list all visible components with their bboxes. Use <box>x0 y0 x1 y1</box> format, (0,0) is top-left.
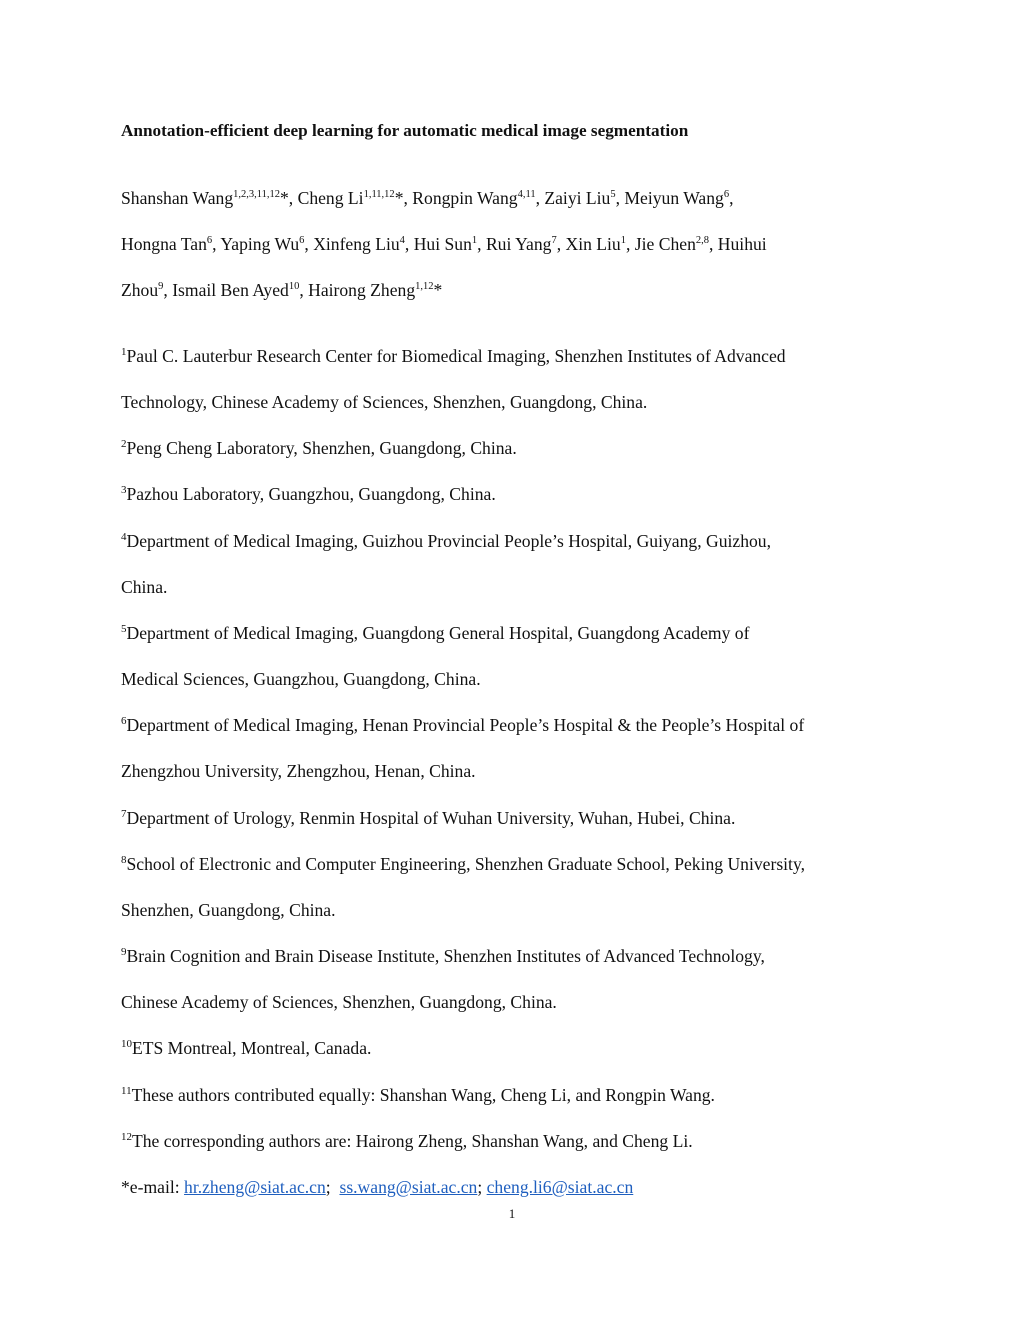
author-line-3: Zhou$^9$, Ismail Ben Ayed$^{10}$, Hairong Zheng$^{1,12}$* <box>121 280 443 300</box>
author: Shanshan Wang <box>121 188 234 208</box>
affiliation-text: Paul C. Lauterbur Research Center for Biomedical Imaging, Shenzhen Institutes of Advanced <box>126 346 786 366</box>
author-wrapped: Huihui <box>717 234 767 254</box>
affiliation-text: Pazhou Laboratory, Guangzhou, Guangdong, China. <box>126 484 496 504</box>
affiliation-sup: 4 <box>121 531 127 543</box>
author-sup: 6 <box>723 189 730 200</box>
author: Rui Yang <box>485 234 552 254</box>
author-sup: 1,11,12 <box>363 189 395 200</box>
affiliation-text: Shenzhen, Guangdong, China. <box>121 900 336 920</box>
author-sup: 10 <box>288 281 300 292</box>
affiliation-line <box>121 576 167 598</box>
affiliation-line <box>121 437 517 459</box>
affiliation-line <box>121 530 771 552</box>
author-line-1: Shanshan Wang$^{1,2,3,11,12}$*, Cheng Li$^{1,11,12}$*, Rongpin Wang$^{4,11}$, Zaiyi Liu$^5$, Meiyun Wang$^6$, <box>121 188 734 208</box>
affiliation-line <box>121 1130 693 1152</box>
affiliation-line <box>121 853 805 875</box>
author-line-2: Hongna Tan$^6$, Yaping Wu$^6$, Xinfeng Liu$^4$, Hui Sun$^1$, Rui Yang$^7$, Xin Liu$^1$, Jie Chen$^{2,8}$, Huihui <box>121 234 767 254</box>
author: Zaiyi Liu <box>544 188 611 208</box>
author: Meiyun Wang <box>624 188 724 208</box>
affiliation-line <box>121 991 557 1013</box>
author: Jie Chen <box>634 234 696 254</box>
affiliation-sup: 5 <box>121 623 127 635</box>
email-link-li[interactable]: cheng.li6@siat.ac.cn <box>486 1177 634 1197</box>
affiliation-line <box>121 945 765 967</box>
corresponding-mark: * <box>394 188 404 208</box>
affiliation-sup: 12 <box>121 1131 132 1143</box>
author-sup: 2,8 <box>695 235 709 246</box>
author-sup: 9 <box>158 281 164 292</box>
affiliation-text: ETS Montreal, Montreal, Canada. <box>132 1038 372 1058</box>
affiliation-line <box>121 622 749 644</box>
affiliation-text: Chinese Academy of Sciences, Shenzhen, Guangdong, China. <box>121 992 557 1012</box>
affiliation-line <box>121 807 735 829</box>
corresponding-mark: * <box>280 188 289 208</box>
affiliation-text: Peng Cheng Laboratory, Shenzhen, Guangdong, China. <box>126 438 517 458</box>
email-link-wang[interactable]: ss.wang@siat.ac.cn <box>339 1177 478 1197</box>
affiliation-text: Department of Medical Imaging, Henan Provincial People’s Hospital & the People’s Hospital of <box>126 715 805 735</box>
page-number: 1 <box>508 1206 516 1221</box>
affiliation-text: School of Electronic and Computer Engineering, Shenzhen Graduate School, Peking University, <box>126 854 806 874</box>
affiliation-line <box>121 345 786 367</box>
affiliation-line <box>121 760 476 782</box>
affiliation-line <box>121 668 481 690</box>
paper-title: Annotation-efficient deep learning for automatic medical image segmentation <box>121 121 689 140</box>
affiliation-sup: 6 <box>121 715 127 727</box>
email-label: *e-mail: <box>121 1177 185 1197</box>
affiliation-text: The corresponding authors are: Hairong Zheng, Shanshan Wang, and Cheng Li. <box>132 1131 693 1151</box>
author: Hui Sun <box>413 234 472 254</box>
email-link-zheng[interactable]: hr.zheng@siat.ac.cn <box>184 1177 326 1197</box>
author-sup: 6 <box>206 235 213 246</box>
affiliation-text: Brain Cognition and Brain Disease Institute, Shenzhen Institutes of Advanced Technology, <box>126 946 765 966</box>
affiliation-line <box>121 1084 715 1106</box>
author-sup: 1,12 <box>415 281 434 292</box>
author: Yaping Wu <box>220 234 300 254</box>
author: Xin Liu <box>565 234 621 254</box>
author: Xinfeng Liu <box>313 234 400 254</box>
affiliation-text: Department of Medical Imaging, Guangdong General Hospital, Guangdong Academy of <box>126 623 750 643</box>
corresponding-mark: * <box>433 280 443 300</box>
email-line: *e-mail: hr.zheng@siat.ac.cn; ss.wang@siat.ac.cn; cheng.li6@siat.ac.cn <box>121 1177 634 1197</box>
affiliation-sup: 1 <box>121 346 127 358</box>
affiliation-sup: 8 <box>121 854 127 866</box>
author: Ismail Ben Ayed <box>172 280 289 300</box>
author-sup: 4 <box>399 235 405 246</box>
affiliation-sup: 3 <box>121 484 127 496</box>
affiliation-sup: 7 <box>121 808 127 820</box>
author: Cheng Li <box>297 188 364 208</box>
affiliation-text: Zhengzhou University, Zhengzhou, Henan, China. <box>121 761 476 781</box>
affiliation-sup: 10 <box>121 1038 132 1050</box>
affiliation-line <box>121 1037 371 1059</box>
affiliation-line <box>121 391 647 413</box>
affiliation-line <box>121 714 804 736</box>
affiliation-line <box>121 483 496 505</box>
author-sup: 4,11 <box>517 189 536 200</box>
author-sup: 7 <box>551 235 557 246</box>
affiliation-text: China. <box>121 577 168 597</box>
affiliation-text: Department of Urology, Renmin Hospital of Wuhan University, Wuhan, Hubei, China. <box>126 808 736 828</box>
affiliation-text: Technology, Chinese Academy of Sciences, Shenzhen, Guangdong, China. <box>121 392 648 412</box>
affiliation-line <box>121 899 336 921</box>
author-sup: 1 <box>471 235 478 246</box>
author: Hongna Tan <box>121 234 207 254</box>
author: Hairong Zheng <box>308 280 416 300</box>
affiliation-text: These authors contributed equally: Shanshan Wang, Cheng Li, and Rongpin Wang. <box>131 1085 715 1105</box>
author-sup: 5 <box>610 189 616 200</box>
affiliation-text: Medical Sciences, Guangzhou, Guangdong, China. <box>121 669 481 689</box>
author-sup: 1 <box>620 235 626 246</box>
affiliation-text: Department of Medical Imaging, Guizhou Provincial People’s Hospital, Guiyang, Guizhou, <box>126 531 771 551</box>
author: Rongpin Wang <box>412 188 518 208</box>
affiliation-sup: 11 <box>121 1085 132 1097</box>
author-wrapped-rest: Zhou <box>121 280 159 300</box>
author-sup: 6 <box>299 235 305 246</box>
affiliation-sup: 2 <box>121 438 127 450</box>
affiliation-sup: 9 <box>121 946 127 958</box>
author-sup: 1,2,3,11,12 <box>233 189 280 200</box>
